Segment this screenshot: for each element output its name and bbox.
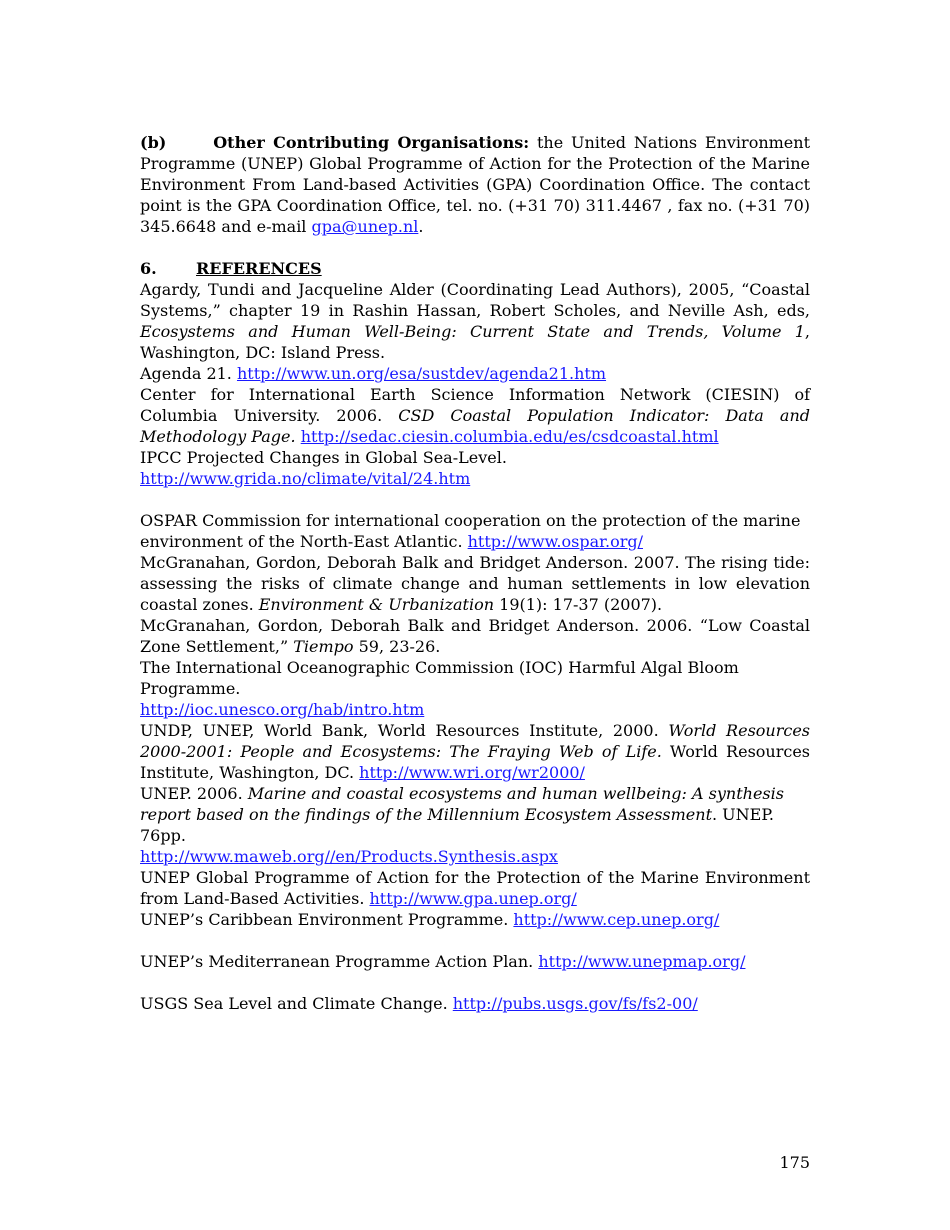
- ref-title-italic: Tiempo: [293, 637, 354, 656]
- ref-text: Agenda 21.: [140, 364, 237, 383]
- ref-link[interactable]: http://www.un.org/esa/sustdev/agenda21.htm: [236, 364, 607, 383]
- section-b-paragraph: [140, 132, 810, 237]
- ref-link[interactable]: http://www.wri.org/wr2000/: [359, 763, 585, 782]
- ref-link[interactable]: http://www.maweb.org//en/Products.Synthesis.aspx: [140, 847, 558, 866]
- ref-title-italic: CSD Coastal Population Indicator: Data and Methodology Page.: [140, 406, 810, 446]
- ref-agenda21: [140, 363, 810, 384]
- ref-text: . UNEP. 76pp.: [140, 805, 774, 845]
- ref-text: UNEP’s Caribbean Environment Programme.: [140, 910, 514, 929]
- ref-mcgranahan-2007: [140, 552, 810, 615]
- ref-ciesin: [140, 384, 810, 447]
- ref-text: , Washington, DC: Island Press.: [140, 322, 810, 362]
- references-number: 6.: [140, 259, 157, 278]
- ref-title-italic: Ecosystems and Human Well-Being: Current State and Trends, Volume 1: [140, 322, 805, 341]
- ref-text: 59, 23-26.: [353, 637, 441, 656]
- ref-ospar: [140, 510, 810, 552]
- ref-text: UNEP. 2006.: [140, 784, 248, 803]
- ref-link[interactable]: http://www.unepmap.org/: [538, 952, 746, 971]
- ref-text: 19(1): 17-37 (2007).: [494, 595, 663, 614]
- ref-link[interactable]: http://ioc.unesco.org/hab/intro.htm: [140, 700, 425, 719]
- ref-text: UNDP, UNEP, World Bank, World Resources Institute, 2000.: [140, 721, 669, 740]
- ref-agardy: [140, 279, 810, 363]
- ref-link[interactable]: http://www.cep.unep.org/: [513, 910, 720, 929]
- ref-link[interactable]: http://www.ospar.org/: [467, 532, 643, 551]
- ref-text: McGranahan, Gordon, Deborah Balk and Bridget Anderson. 2006. “Low Coastal Zone Settlement,”: [140, 616, 810, 656]
- ref-text: McGranahan, Gordon, Deborah Balk and Bridget Anderson. 2007. The rising tide: assessing the risks of climate change and human settlements in low elevation coastal zones.: [140, 553, 810, 614]
- section-b-end: .: [418, 217, 424, 236]
- ref-text: Center for International Earth Science Information Network (CIESIN) of Columbia University. 2006.: [140, 385, 810, 425]
- ref-title-italic: Environment & Urbanization: [258, 595, 495, 614]
- section-b-label: (b): [140, 133, 167, 152]
- ref-ioc: [140, 657, 810, 720]
- references-title: REFERENCES: [196, 259, 322, 278]
- document-body: [140, 132, 810, 1014]
- ref-unepmap: [140, 951, 810, 972]
- ref-text: UNEP’s Mediterranean Programme Action Plan.: [140, 952, 539, 971]
- references-heading: [140, 258, 810, 279]
- ref-text: The International Oceanographic Commission (IOC) Harmful Algal Bloom Programme.: [140, 658, 739, 698]
- ref-title-italic: Marine and coastal ecosystems and human wellbeing: A synthesis report based on the findings of the Millennium Ecosystem Assessment: [140, 784, 784, 824]
- section-b-title: Other Contributing Organisations:: [213, 133, 530, 152]
- ref-undp: [140, 720, 810, 783]
- ref-link[interactable]: http://www.gpa.unep.org/: [369, 889, 577, 908]
- ref-link[interactable]: http://pubs.usgs.gov/fs/fs2-00/: [452, 994, 698, 1013]
- section-b-text: the United Nations Environment Programme (UNEP) Global Programme of Action for the Protection of the Marine Environment From Land-based Activities (GPA) Coordination Office. The contact point is the GPA Coordination Office, tel. no. (+31 70) 311.4467 , fax no. (+31 70) 345.6648 and e-mail: [140, 133, 811, 236]
- ref-link[interactable]: http://sedac.ciesin.columbia.edu/es/csdcoastal.html: [300, 427, 719, 446]
- ref-text: USGS Sea Level and Climate Change.: [140, 994, 453, 1013]
- ref-usgs: [140, 993, 810, 1014]
- ref-mcgranahan-2006: [140, 615, 810, 657]
- ref-title-italic: World Resources 2000-2001: People and Ecosystems: The Fraying Web of Life.: [140, 721, 811, 761]
- ref-gpa: [140, 867, 810, 909]
- ref-text: UNEP Global Programme of Action for the Protection of the Marine Environment from Land-Based Activities.: [140, 868, 810, 908]
- ref-cep: [140, 909, 810, 930]
- ref-text: OSPAR Commission for international cooperation on the protection of the marine environment of the North-East Atlantic.: [140, 511, 801, 551]
- ref-text: World Resources Institute, Washington, DC.: [140, 742, 811, 782]
- email-link[interactable]: gpa@unep.nl: [311, 217, 419, 236]
- ref-text: IPCC Projected Changes in Global Sea-Level.: [140, 448, 507, 467]
- page-number: 175: [779, 1153, 810, 1172]
- ref-link[interactable]: http://www.grida.no/climate/vital/24.htm: [140, 469, 471, 488]
- ref-text: Agardy, Tundi and Jacqueline Alder (Coordinating Lead Authors), 2005, “Coastal Systems,” chapter 19 in Rashin Hassan, Robert Scholes, and Neville Ash, eds,: [140, 280, 810, 320]
- ref-unep-2006: [140, 783, 810, 867]
- ref-ipcc: [140, 447, 810, 489]
